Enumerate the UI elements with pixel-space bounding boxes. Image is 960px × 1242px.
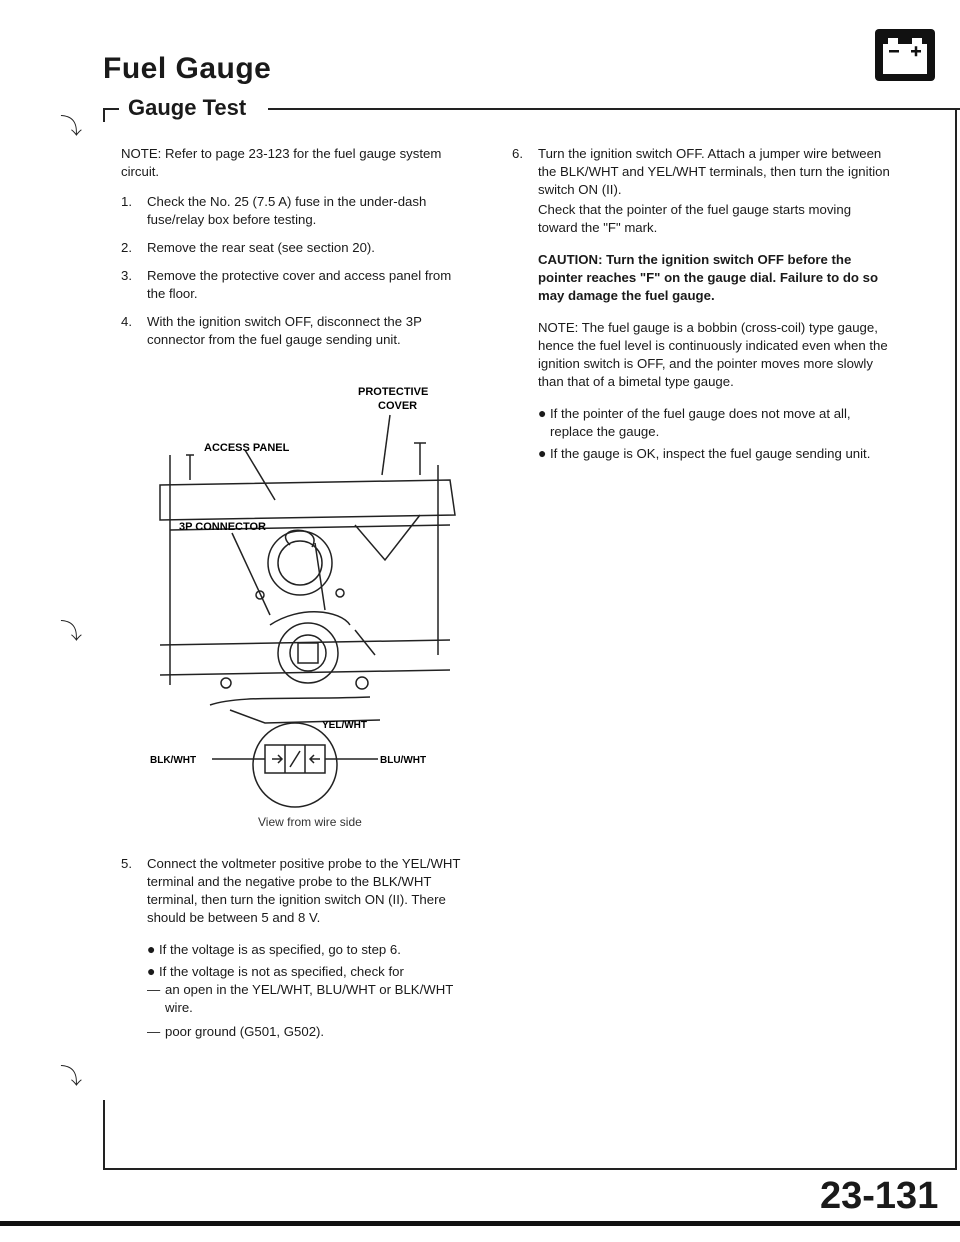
battery-icon	[874, 28, 936, 82]
list-item	[147, 963, 473, 981]
caution-text: CAUTION: Turn the ignition switch OFF before the pointer reaches "F" on the gauge dial. Failure to do so may damage the fuel gauge.	[538, 252, 879, 303]
step-5-checks	[121, 941, 473, 1041]
bullet-text: If the pointer of the fuel gauge does not move at all, replace the gauge.	[550, 406, 851, 439]
dash-text: an open in the YEL/WHT, BLU/WHT or BLK/WHT wire.	[165, 982, 454, 1015]
note-text: NOTE: Refer to page 23-123 for the fuel gauge system circuit.	[121, 146, 442, 179]
header-rule	[268, 108, 960, 110]
step-6-results	[512, 405, 892, 463]
step-text: Remove the rear seat (see section 20).	[147, 240, 375, 255]
label-3p-connector: 3P CONNECTOR	[179, 521, 267, 533]
header-rule	[103, 108, 105, 122]
step-5	[121, 855, 473, 927]
step-number: 1.	[121, 194, 132, 209]
margin-arrow-icon: ⤵	[60, 114, 83, 139]
note-text: NOTE: The fuel gauge is a bobbin (cross-coil) type gauge, hence the fuel level is continuously indicated even when the ignition switch is OFF, and the pointer moves more slowly than that of a bimetal type gauge.	[538, 320, 888, 389]
label-blu-wht: BLU/WHT	[380, 755, 427, 766]
bullet-text: If the voltage is as specified, go to step 6.	[159, 942, 401, 957]
label-protective-cover: COVER	[378, 400, 418, 412]
label-blk-wht: BLK/WHT	[150, 755, 197, 766]
margin-arrow-icon: ⤵	[60, 619, 83, 644]
step-4	[121, 313, 473, 349]
footer-bar	[0, 1221, 960, 1226]
bullet-dot: ●	[147, 963, 156, 979]
step-number: 6.	[512, 146, 523, 161]
step-text: Check the No. 25 (7.5 A) fuse in the under-dash fuse/relay box before testing.	[147, 194, 427, 227]
bullet-dot: ●	[538, 445, 547, 461]
step-number: 4.	[121, 314, 132, 329]
section-subtitle: Gauge Test	[128, 95, 247, 120]
list-item	[538, 445, 892, 463]
label-yel-wht: YEL/WHT	[322, 720, 367, 731]
step-6-check: Check that the pointer of the fuel gauge starts moving toward the "F" mark.	[538, 202, 852, 235]
left-column-lower	[121, 855, 473, 1041]
step-number: 2.	[121, 240, 132, 255]
step-text: Turn the ignition switch OFF. Attach a jumper wire between the BLK/WHT and YEL/WHT terminals, then turn the ignition switch ON (II).	[538, 146, 890, 197]
header-rule	[103, 108, 119, 110]
right-column	[512, 145, 892, 467]
step-6	[512, 145, 892, 199]
page-title: Fuel Gauge	[103, 52, 272, 85]
step-text: With the ignition switch OFF, disconnect the 3P connector from the fuel gauge sending unit.	[147, 314, 422, 347]
step-3	[121, 267, 473, 303]
page-number: 23-131	[820, 1175, 939, 1217]
left-column	[121, 145, 473, 359]
dash-text: poor ground (G501, G502).	[165, 1024, 325, 1039]
step-number: 3.	[121, 268, 132, 283]
bullet-text: If the gauge is OK, inspect the fuel gauge sending unit.	[550, 446, 871, 461]
list-item: — poor ground (G501, G502).	[147, 1024, 325, 1039]
bullet-text: If the voltage is not as specified, check for	[159, 964, 404, 979]
list-item: — an open in the YEL/WHT, BLU/WHT or BLK/WHT wire.	[147, 981, 473, 1017]
margin-arrow-icon: ⤵	[60, 1064, 83, 1089]
list-item	[538, 405, 892, 441]
bullet-dot: ●	[538, 405, 547, 421]
figure-caption: View from wire side	[258, 815, 362, 829]
frame-line	[103, 1168, 957, 1170]
step-1	[121, 193, 473, 229]
step-2	[121, 239, 473, 257]
step-number: 5.	[121, 856, 132, 871]
step-text: Remove the protective cover and access panel from the floor.	[147, 268, 452, 301]
frame-line	[103, 1100, 105, 1170]
step-text: Connect the voltmeter positive probe to the YEL/WHT terminal and the negative probe to the BLK/WHT terminal, then turn the ignition switch ON (II). There should be between 5 and 8 V.	[147, 856, 461, 925]
list-item	[147, 941, 473, 959]
label-protective-cover: PROTECTIVE	[358, 386, 429, 398]
bullet-dot: ●	[147, 941, 156, 957]
connector-diagram	[150, 385, 470, 810]
label-access-panel: ACCESS PANEL	[204, 442, 290, 454]
frame-line	[955, 108, 957, 1168]
